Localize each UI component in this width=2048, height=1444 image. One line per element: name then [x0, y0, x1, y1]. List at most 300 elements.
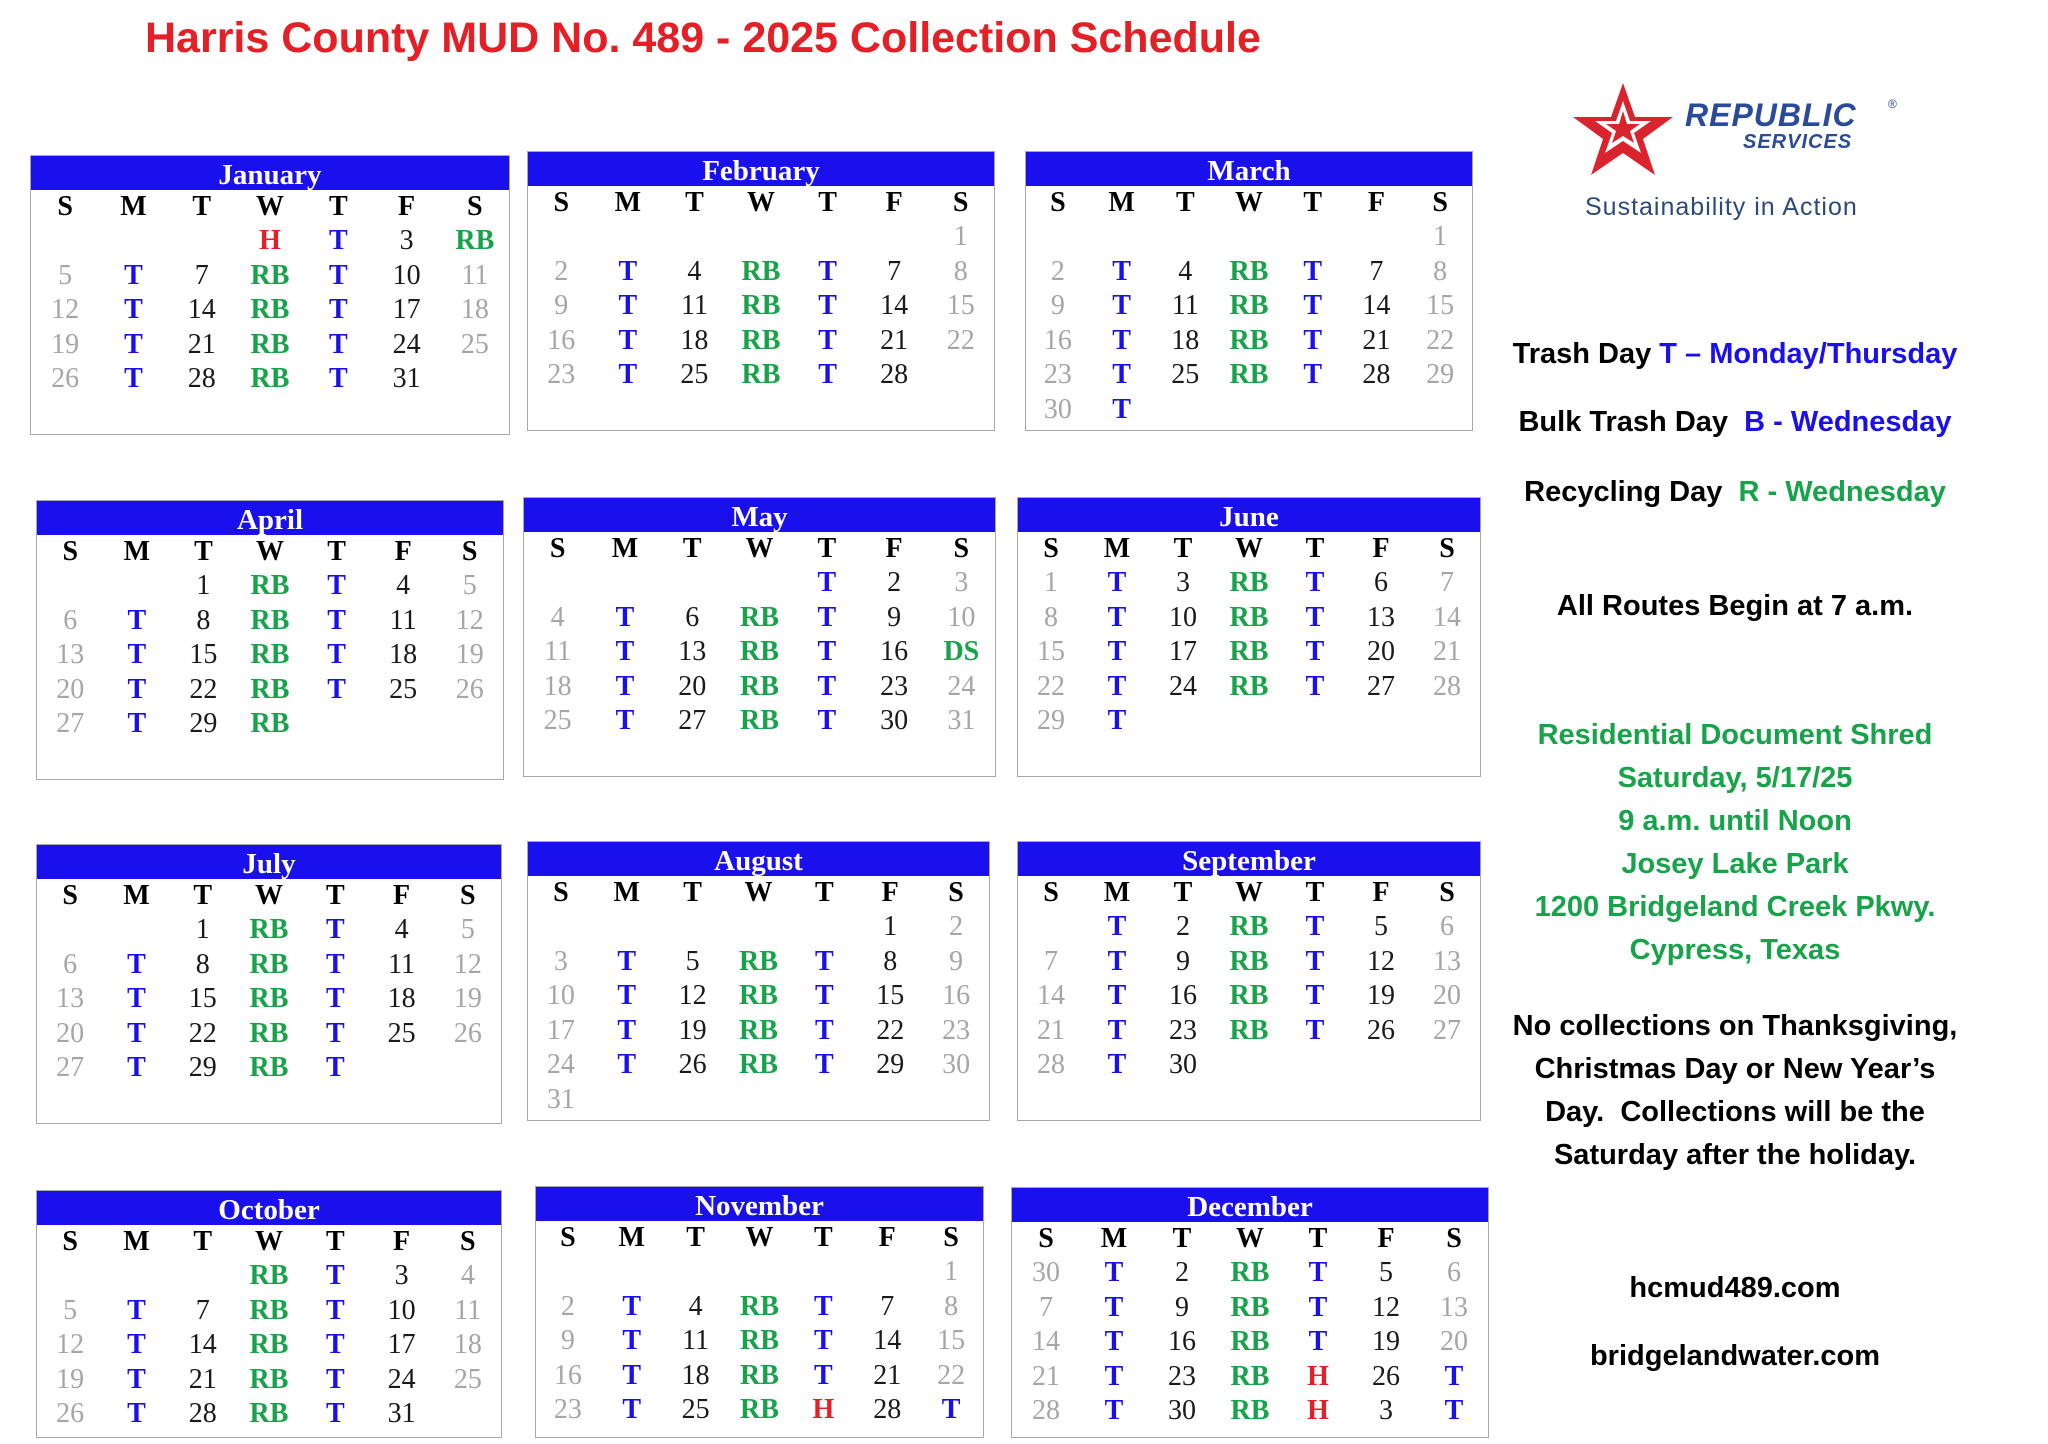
weekday-header: T	[325, 1226, 345, 1257]
day-cell: 28	[187, 363, 216, 394]
day-cell: T	[325, 1329, 345, 1360]
day-cell: 8	[1433, 255, 1448, 287]
day-cell: 11	[389, 604, 417, 636]
day-cell: 5	[460, 914, 475, 945]
weekday-header: S	[460, 880, 476, 911]
day-cell: 16	[547, 324, 576, 356]
calendar-june	[1017, 497, 1481, 777]
day-cell: RB	[1229, 359, 1269, 390]
day-cell: T	[127, 1329, 146, 1360]
day-cell: 26	[1367, 1014, 1395, 1046]
day-cell: 13	[678, 636, 707, 667]
day-cell: RB	[249, 1017, 289, 1049]
day-cell: 28	[880, 359, 909, 390]
day-cell: 21	[1037, 1014, 1065, 1046]
weekday-header: T	[325, 880, 345, 911]
day-cell: 31	[387, 1398, 416, 1429]
month-header: February	[528, 152, 994, 186]
day-cell: RB	[739, 1014, 778, 1046]
day-cell: 31	[392, 363, 421, 394]
day-cell: 6	[63, 604, 78, 636]
day-cell: T	[1104, 1360, 1124, 1392]
day-cell: T	[325, 1398, 345, 1429]
calendar-grid	[1012, 1222, 1488, 1428]
day-cell: T	[1107, 670, 1127, 702]
day-cell	[1153, 392, 1217, 427]
day-cell: RB	[1229, 1014, 1269, 1046]
day-cell: T	[817, 636, 837, 667]
day-cell: RB	[1229, 911, 1269, 942]
day-cell: 24	[546, 1049, 575, 1080]
day-cell: 6	[1447, 1257, 1461, 1288]
day-cell: 22	[946, 324, 975, 356]
weekday-header: S	[1043, 533, 1059, 564]
day-cell: 16	[1043, 324, 1072, 356]
day-cell: RB	[249, 1398, 289, 1429]
day-cell	[104, 568, 171, 603]
day-cell: 30	[1168, 1395, 1196, 1426]
day-cell: T	[815, 1049, 834, 1080]
calendar-grid	[1018, 876, 1480, 1082]
day-cell	[99, 223, 167, 258]
day-cell: 2	[1050, 255, 1065, 287]
weekday-header: W	[1236, 1223, 1264, 1254]
day-cell: RB	[250, 259, 290, 291]
day-cell	[1348, 1047, 1414, 1082]
calendar-grid	[524, 532, 995, 738]
day-cell: T	[617, 945, 637, 977]
day-cell: 12	[56, 1329, 85, 1360]
month-header: April	[37, 501, 503, 535]
weekday-header: S	[1439, 533, 1455, 564]
day-cell: T	[1104, 1257, 1124, 1288]
calendar-grid	[37, 879, 501, 1085]
weekday-header: T	[194, 536, 213, 567]
day-cell: T	[325, 1260, 345, 1291]
day-cell: 11	[680, 290, 708, 321]
day-cell: T	[1112, 359, 1131, 390]
calendar-april	[36, 500, 504, 780]
day-cell: RB	[1229, 945, 1269, 977]
weekday-header: W	[254, 880, 283, 911]
day-cell: 11	[1171, 290, 1199, 321]
calendar-grid	[536, 1221, 983, 1427]
page-title: Harris County MUD No. 489 - 2025 Collection Schedule	[145, 14, 1261, 62]
day-cell	[1217, 219, 1281, 254]
day-cell: T	[1112, 290, 1131, 321]
day-cell	[1217, 392, 1281, 427]
day-cell: 26	[1372, 1360, 1400, 1392]
weekday-header: T	[817, 533, 837, 564]
day-cell: 18	[680, 324, 709, 356]
day-cell: T	[127, 1294, 146, 1326]
day-cell: T	[127, 948, 146, 980]
day-cell: T	[1444, 1395, 1464, 1426]
day-cell: 9	[949, 945, 964, 977]
day-cell: 25	[543, 705, 572, 736]
day-cell	[1281, 219, 1345, 254]
day-cell: T	[818, 290, 837, 321]
day-cell: 20	[678, 670, 707, 702]
day-cell: 28	[188, 1398, 217, 1429]
day-cell: 29	[876, 1049, 905, 1080]
day-cell: 7	[887, 255, 902, 287]
day-cell: 5	[685, 945, 700, 977]
day-cell: 16	[1168, 1326, 1196, 1357]
day-cell: RB	[1230, 1291, 1270, 1323]
weekday-header: M	[1108, 187, 1135, 218]
day-cell: 11	[388, 948, 416, 980]
day-cell: 17	[1169, 636, 1197, 667]
day-cell: RB	[741, 290, 781, 321]
day-cell: 23	[1168, 1360, 1196, 1392]
day-cell	[528, 219, 595, 254]
weekday-header: F	[881, 877, 899, 908]
month-header: May	[524, 498, 995, 532]
day-cell: T	[815, 1014, 834, 1046]
day-cell: T	[941, 1394, 961, 1425]
day-cell: 23	[942, 1014, 971, 1046]
weekday-header: W	[255, 536, 284, 567]
month-header: December	[1012, 1188, 1488, 1222]
day-cell: 5	[1374, 911, 1388, 942]
day-cell	[1345, 392, 1409, 427]
document-shred-event: Residential Document Shred Saturday, 5/17/25 9 a.m. until Noon Josey Lake Park 1200 Bridgeland Creek Pkwy. Cypress, Texas	[1534, 719, 1936, 966]
weekday-header: W	[1235, 877, 1263, 908]
day-cell: RB	[1230, 1257, 1270, 1288]
weekday-header: F	[1372, 533, 1390, 564]
day-cell: 10	[1169, 601, 1197, 633]
day-cell: 27	[1433, 1014, 1461, 1046]
day-cell: 18	[1171, 324, 1200, 356]
day-cell: 4	[396, 570, 411, 601]
day-cell: T	[325, 948, 345, 980]
day-cell: 8	[944, 1290, 959, 1322]
day-cell: 6	[685, 601, 700, 633]
day-cell	[1414, 1047, 1480, 1082]
day-cell: RB	[741, 255, 781, 287]
day-cell: 18	[543, 670, 572, 702]
day-cell: T	[124, 294, 143, 325]
day-cell: RB	[1229, 567, 1269, 598]
weekday-header: S	[461, 536, 478, 567]
day-cell	[791, 1082, 857, 1117]
day-cell: 12	[678, 980, 707, 1011]
day-cell: T	[1107, 980, 1127, 1011]
day-cell: RB	[249, 948, 289, 980]
day-cell: 25	[1171, 359, 1200, 390]
day-cell: RB	[740, 705, 779, 736]
routes-start-note: All Routes Begin at 7 a.m.	[1556, 590, 1914, 622]
day-cell: T	[325, 1017, 345, 1049]
day-cell: T	[617, 980, 637, 1011]
weekday-header: T	[328, 191, 348, 222]
day-cell: RB	[249, 1329, 289, 1360]
weekday-header: T	[1173, 877, 1193, 908]
day-cell	[726, 1082, 792, 1117]
day-cell	[528, 909, 594, 944]
calendar-september	[1017, 841, 1481, 1121]
day-cell: T	[615, 601, 635, 633]
day-cell: 17	[387, 1329, 416, 1360]
website-bridgelandwater[interactable]: bridgelandwater.com	[1589, 1340, 1881, 1372]
day-cell	[1153, 219, 1217, 254]
day-cell: 7	[880, 1290, 895, 1322]
weekday-header: S	[460, 1226, 476, 1257]
weekday-header: S	[560, 1222, 576, 1253]
day-cell	[857, 1082, 923, 1117]
day-cell: 19	[678, 1014, 707, 1046]
day-cell: 26	[56, 1398, 85, 1429]
day-cell: T	[1305, 1014, 1325, 1046]
day-cell: 3	[399, 225, 414, 256]
day-cell: RB	[250, 570, 290, 601]
calendar-may	[523, 497, 996, 777]
calendar-grid	[528, 876, 989, 1116]
weekday-header: F	[393, 880, 411, 911]
website-hcmud489[interactable]: hcmud489.com	[1629, 1272, 1841, 1304]
day-cell: 28	[1037, 1049, 1065, 1080]
month-header: August	[528, 842, 989, 876]
day-cell: 19	[1367, 980, 1395, 1011]
weekday-header: W	[745, 533, 774, 564]
day-cell: 9	[554, 290, 569, 321]
day-cell: 28	[1362, 359, 1391, 390]
day-cell: T	[1305, 601, 1325, 633]
day-cell: 1	[1433, 221, 1448, 252]
day-cell: T	[618, 290, 638, 321]
calendar-november	[535, 1186, 984, 1438]
day-cell: T	[1303, 324, 1323, 356]
day-cell: T	[1107, 911, 1127, 942]
day-cell	[1216, 703, 1282, 738]
day-cell: 22	[876, 1014, 905, 1046]
day-cell	[660, 1082, 726, 1117]
day-cell: 12	[1372, 1291, 1400, 1323]
day-cell: T	[1303, 359, 1323, 390]
weekday-header: M	[1100, 1223, 1128, 1254]
day-cell: RB	[249, 1260, 289, 1291]
day-cell: 8	[1044, 601, 1058, 633]
day-cell: T	[327, 673, 346, 705]
day-cell: T	[1107, 1049, 1127, 1080]
weekday-header: S	[549, 533, 566, 564]
day-cell: 8	[196, 604, 211, 636]
day-cell: 3	[394, 1260, 409, 1291]
day-cell: 18	[681, 1359, 710, 1391]
day-cell	[1348, 703, 1414, 738]
calendar-grid	[31, 190, 509, 396]
weekday-header: S	[62, 880, 78, 911]
day-cell: 29	[1426, 359, 1455, 390]
weekday-header: S	[62, 536, 79, 567]
day-cell: 15	[937, 1325, 966, 1356]
day-cell: T	[127, 983, 146, 1014]
day-cell	[728, 219, 795, 254]
day-cell: 15	[189, 639, 218, 670]
day-cell: RB	[740, 636, 779, 667]
day-cell: 27	[56, 708, 85, 739]
day-cell: 2	[554, 255, 569, 287]
day-cell: T	[622, 1325, 642, 1356]
weekday-header: M	[123, 1226, 150, 1257]
day-cell: T	[817, 601, 837, 633]
holiday-note: No collections on Thanksgiving, Christmas Day or New Year’s Day. Collections will be the Saturday after the holiday.	[1512, 1010, 1958, 1171]
day-cell: 6	[63, 948, 78, 980]
day-cell	[726, 909, 792, 944]
day-cell	[726, 565, 793, 600]
day-cell: 14	[1362, 290, 1391, 321]
day-cell: T	[325, 983, 345, 1014]
day-cell: 25	[681, 1394, 710, 1425]
day-cell: 30	[1169, 1049, 1197, 1080]
day-cell: 7	[1039, 1291, 1053, 1323]
weekday-header: S	[1446, 1223, 1462, 1254]
day-cell: 14	[1032, 1326, 1060, 1357]
day-cell: T	[325, 914, 345, 945]
day-cell	[37, 912, 103, 947]
day-cell: T	[818, 359, 837, 390]
day-cell: T	[818, 324, 837, 356]
month-header: March	[1026, 152, 1472, 186]
weekday-header: S	[948, 877, 964, 908]
day-cell: 21	[1362, 324, 1391, 356]
day-cell: T	[328, 363, 348, 394]
day-cell: T	[615, 670, 635, 702]
day-cell: RB	[740, 1394, 779, 1425]
weekday-header: W	[254, 1226, 283, 1257]
day-cell: 12	[51, 294, 80, 325]
day-cell: 27	[678, 705, 707, 736]
day-cell	[536, 1254, 600, 1289]
day-cell	[923, 1082, 989, 1117]
day-cell: T	[127, 673, 147, 705]
weekday-header: W	[255, 191, 284, 222]
day-cell: 10	[546, 980, 575, 1011]
day-cell: 30	[1043, 393, 1072, 425]
day-cell: 13	[1367, 601, 1395, 633]
day-cell	[927, 357, 994, 392]
day-cell: RB	[1229, 324, 1269, 356]
day-cell: T	[814, 1359, 833, 1391]
weekday-header: T	[1303, 187, 1323, 218]
day-cell: T	[327, 639, 346, 670]
day-cell: T	[1107, 1014, 1127, 1046]
legend-bulk-trash-day: Bulk Trash Day B - Wednesday	[1518, 406, 1952, 438]
calendar-august	[527, 841, 990, 1121]
month-header: November	[536, 1187, 983, 1221]
day-cell: RB	[739, 945, 778, 977]
day-cell	[661, 219, 728, 254]
day-cell: T	[1305, 567, 1325, 598]
weekday-header: T	[683, 877, 702, 908]
day-cell	[595, 219, 662, 254]
day-cell: 12	[1367, 945, 1395, 977]
day-cell: 2	[1176, 911, 1190, 942]
day-cell	[103, 912, 169, 947]
day-cell: 19	[455, 639, 484, 670]
star-logo-icon	[1565, 79, 1680, 179]
day-cell: T	[622, 1394, 642, 1425]
day-cell: RB	[740, 1359, 779, 1391]
day-cell: 22	[937, 1359, 966, 1391]
weekday-header: T	[815, 877, 834, 908]
day-cell: RB	[249, 1052, 289, 1083]
day-cell: T	[328, 328, 348, 360]
weekday-header: W	[745, 1222, 774, 1253]
weekday-header: T	[193, 1226, 213, 1257]
day-cell: 3	[1379, 1395, 1393, 1426]
weekday-header: W	[744, 877, 773, 908]
day-cell: 6	[1440, 911, 1454, 942]
weekday-header: W	[746, 187, 775, 218]
day-cell	[1281, 392, 1345, 427]
day-cell: T	[622, 1359, 642, 1391]
day-cell: RB	[1229, 255, 1269, 287]
day-cell: 22	[1426, 324, 1455, 356]
weekday-header: S	[62, 1226, 78, 1257]
weekday-header: T	[1173, 533, 1193, 564]
day-cell: 4	[687, 255, 702, 287]
day-cell: T	[127, 639, 147, 670]
day-cell: 14	[1433, 601, 1461, 633]
day-cell: 13	[1440, 1291, 1468, 1323]
day-cell: 26	[455, 673, 484, 705]
day-cell	[600, 1254, 664, 1289]
day-cell: T	[1308, 1291, 1328, 1323]
day-cell: 5	[1379, 1257, 1393, 1288]
day-cell: 11	[454, 1294, 482, 1326]
day-cell: 23	[1169, 1014, 1197, 1046]
weekday-header: S	[57, 191, 73, 222]
logo-tagline: Sustainability in Action	[1585, 193, 1858, 221]
day-cell: 25	[680, 359, 709, 390]
weekday-header: S	[553, 877, 569, 908]
day-cell: 16	[880, 636, 909, 667]
day-cell: 29	[189, 708, 218, 739]
day-cell: 24	[1169, 670, 1197, 702]
day-cell: 20	[1440, 1326, 1468, 1357]
day-cell: T	[1107, 705, 1127, 736]
day-cell: 21	[873, 1359, 902, 1391]
weekday-header: S	[553, 187, 570, 218]
day-cell	[103, 1258, 169, 1293]
day-cell: 27	[56, 1052, 85, 1083]
day-cell	[861, 219, 928, 254]
day-cell: T	[127, 1398, 146, 1429]
day-cell: 9	[1175, 1291, 1189, 1323]
logo-word-republic: REPUBLIC	[1685, 97, 1857, 133]
day-cell	[524, 565, 591, 600]
day-cell: 7	[1440, 567, 1454, 598]
day-cell: T	[1305, 945, 1325, 977]
day-cell: 22	[188, 1017, 217, 1049]
day-cell	[1026, 219, 1090, 254]
day-cell: T	[325, 1363, 345, 1395]
weekday-header: T	[1172, 1223, 1192, 1254]
weekday-header: S	[1038, 1223, 1054, 1254]
day-cell	[168, 223, 236, 258]
day-cell: 16	[553, 1359, 582, 1391]
weekday-header: F	[1367, 187, 1385, 218]
day-cell: 8	[883, 945, 898, 977]
day-cell: 19	[453, 983, 482, 1014]
day-cell: T	[814, 1290, 833, 1322]
calendar-october	[36, 1190, 502, 1438]
day-cell: 26	[678, 1049, 707, 1080]
day-cell: RB	[249, 983, 289, 1014]
day-cell: 12	[455, 604, 484, 636]
